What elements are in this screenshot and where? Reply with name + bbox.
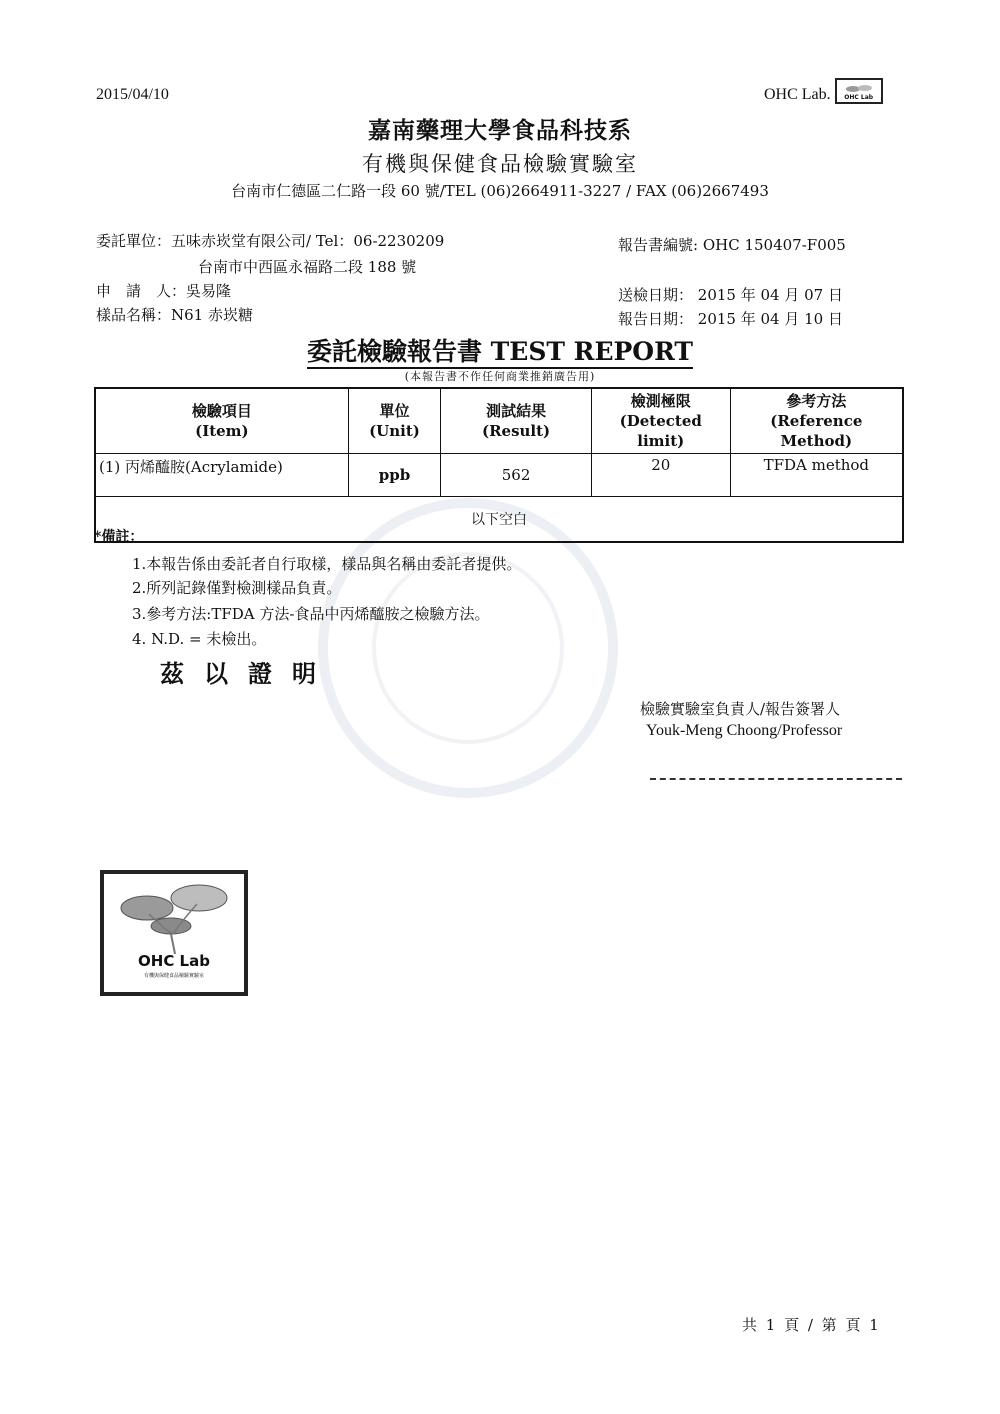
applicant-label: 申 請 人：: [96, 282, 187, 300]
certification-text: 茲以證明: [160, 659, 336, 688]
report-date-top: 2015/04/10: [96, 86, 169, 103]
report-title-text: 委託檢驗報告書 TEST REPORT: [307, 337, 693, 369]
logo-subtitle: 有機與保健食品檢驗實驗室: [143, 973, 204, 979]
col-header-method-zh: 參考方法: [786, 392, 847, 410]
sample-label: 樣品名稱：: [96, 306, 172, 324]
col-header-limit: [591, 388, 730, 454]
lotus-leaf-icon: [109, 874, 239, 954]
ohc-lab-logo: [100, 870, 248, 996]
sent-date-label: 送檢日期：: [618, 286, 694, 304]
col-header-method-en: (Reference Method): [770, 412, 863, 450]
sent-date-value: 2015 年 04 月 07 日: [697, 286, 843, 304]
cell-limit: 20: [591, 454, 730, 497]
sent-date: [618, 284, 843, 305]
sample-value: N61 赤崁糖: [171, 306, 253, 324]
applicant-value: 吳易隆: [186, 282, 232, 300]
lab-tag-text: OHC Lab.: [764, 86, 831, 103]
note-item: 3.參考方法:TFDA 方法-食品中丙烯醯胺之檢驗方法。: [132, 605, 490, 623]
page-number: 共 1 頁 / 第 頁 1: [742, 1316, 881, 1334]
client-unit-label: 委託單位：: [96, 232, 172, 250]
col-header-result: [441, 388, 592, 454]
sample-name: [96, 304, 253, 325]
client-unit: [96, 230, 444, 251]
cell-unit: ppb: [348, 454, 440, 497]
signer-role: 檢驗實驗室負責人/報告簽署人: [640, 700, 841, 718]
report-number-label: 報告書編號:: [618, 236, 699, 254]
cell-item: (1) 丙烯醯胺(Acrylamide): [95, 454, 348, 497]
note-item: 1.本報告係由委託者自行取樣，樣品與名稱由委託者提供。: [132, 555, 522, 573]
col-header-unit-en: (Unit): [369, 422, 420, 440]
cell-blank: 以下空白: [95, 497, 903, 543]
note-item: 2.所列記錄僅對檢測樣品負責。: [132, 579, 342, 597]
col-header-limit-en: (Detected limit): [619, 412, 702, 450]
report-title: [0, 332, 1000, 368]
col-header-item: [95, 388, 348, 454]
report-date: [618, 308, 843, 329]
logo-name: OHC Lab: [138, 952, 210, 970]
col-header-unit: [348, 388, 440, 454]
lotus-leaf-icon: [845, 84, 873, 94]
col-header-method: [730, 388, 903, 454]
table-row: [95, 454, 903, 497]
col-header-unit-zh: 單位: [379, 402, 410, 420]
laboratory-title: 有機與保健食品檢驗實驗室: [362, 152, 638, 176]
seal-watermark-inner: [372, 552, 564, 744]
signer-name: Youk-Meng Choong/Professor: [646, 722, 843, 739]
cell-method: TFDA method: [730, 454, 903, 497]
table-blank-row: [95, 497, 903, 543]
report-date-value: 2015 年 04 月 10 日: [697, 310, 843, 328]
client-address: 台南市中西區永福路二段 188 號: [198, 258, 417, 276]
report-number-value: OHC 150407-F005: [702, 236, 846, 254]
col-header-item-en: (Item): [195, 422, 249, 440]
col-header-limit-zh: 檢測極限: [630, 392, 691, 410]
note-item: 4. N.D. = 未檢出。: [132, 630, 267, 648]
applicant: [96, 280, 231, 301]
lab-address: 台南市仁德區二仁路一段 60 號/TEL (06)2664911-3227 / FAX (06)2667493: [231, 182, 769, 200]
client-unit-value: 五味赤崁堂有限公司/ Tel：06-2230209: [171, 232, 445, 250]
signature-line: [650, 778, 902, 780]
col-header-result-en: (Result): [481, 422, 551, 440]
result-table: [94, 387, 904, 543]
cell-result: 562: [441, 454, 592, 497]
report-date-label: 報告日期：: [618, 310, 694, 328]
col-header-result-zh: 測試結果: [486, 402, 547, 420]
col-header-item-zh: 檢驗項目: [191, 402, 252, 420]
lab-mini-logo-text: OHC Lab: [844, 94, 874, 101]
table-header-row: [95, 388, 903, 454]
report-subtitle: (本報告書不作任何商業推銷廣告用): [404, 370, 596, 383]
lab-mini-logo: [835, 78, 883, 104]
university-title: 嘉南藥理大學食品科技系: [368, 117, 632, 144]
notes-title: *備註：: [94, 529, 144, 545]
lab-tag: [764, 78, 883, 104]
report-number: [618, 234, 846, 255]
